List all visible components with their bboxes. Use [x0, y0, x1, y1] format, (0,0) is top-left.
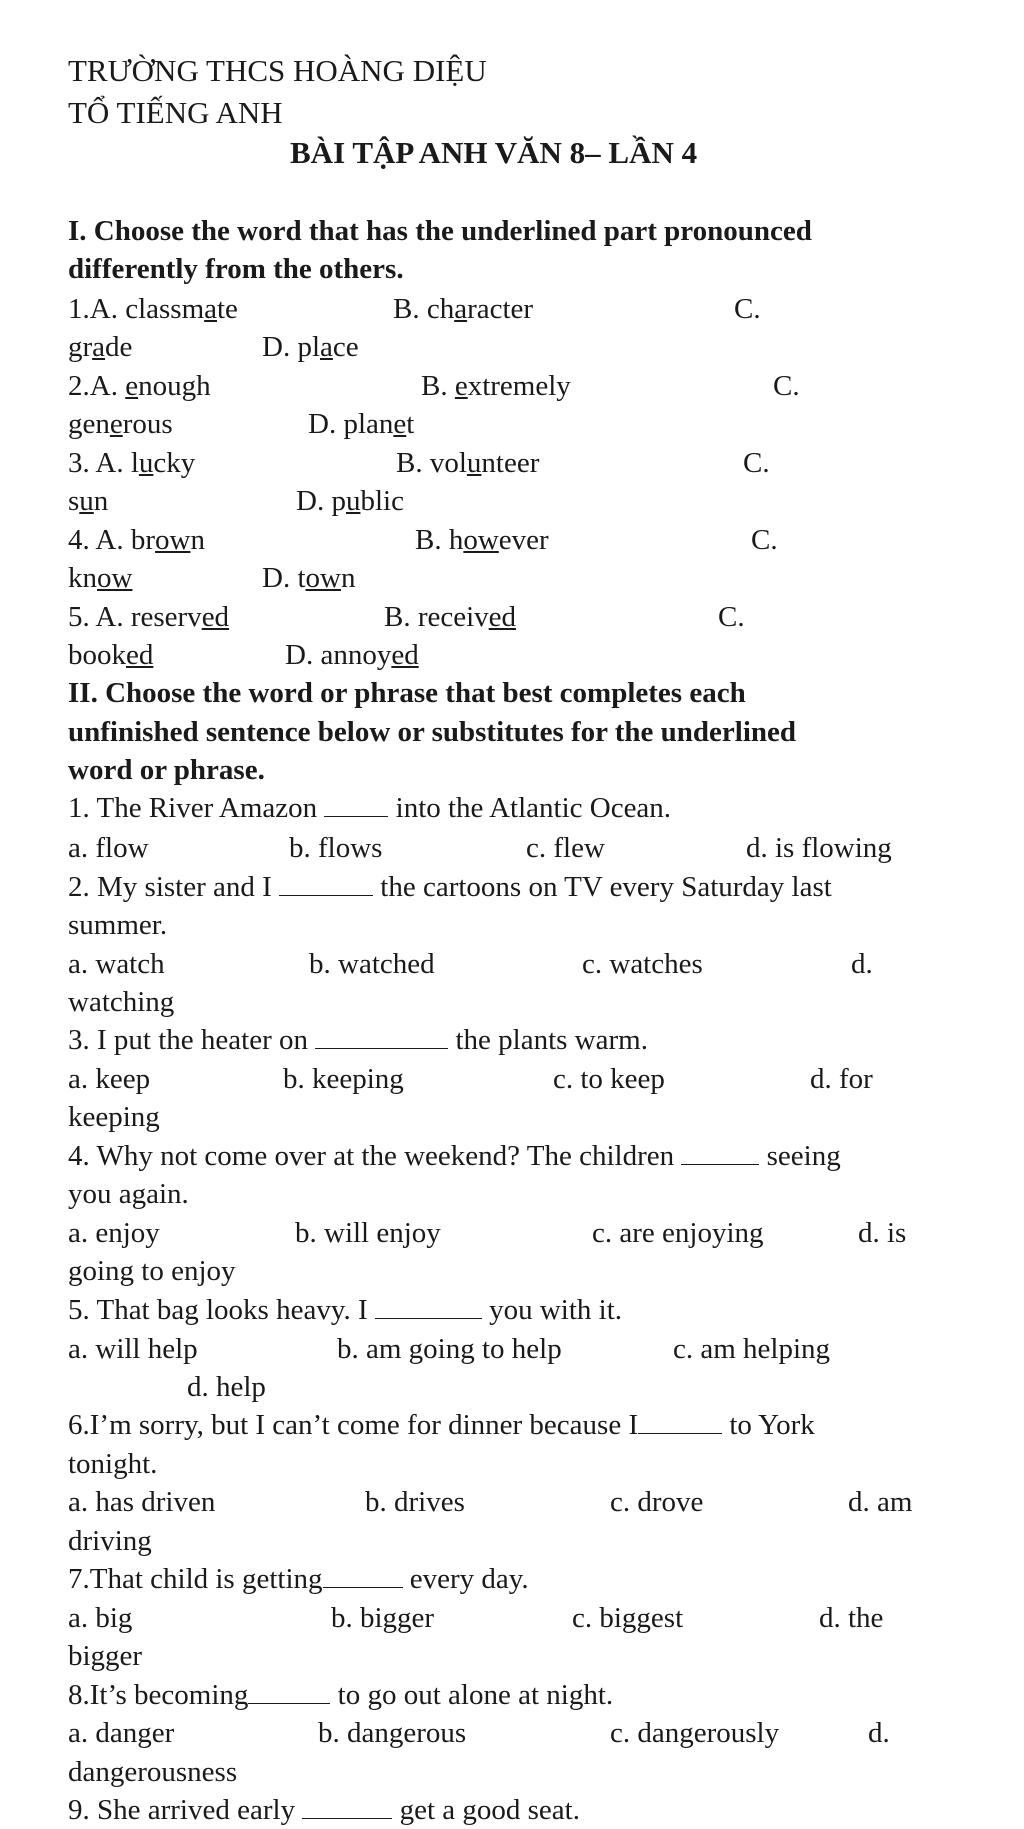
- s1-q3-option-d: D. public: [296, 485, 404, 517]
- s2-q1-option-a: a. flow: [68, 832, 149, 864]
- s2-q2-option-a: a. watch: [68, 948, 165, 980]
- s1-q4-option-a: 4. A. brown: [68, 524, 205, 556]
- school-name: TRƯỜNG THCS HOÀNG DIỆU: [68, 53, 487, 88]
- s2-q8-option-d-cont: dangerousness: [68, 1756, 238, 1788]
- s2-q2-option-b: b. watched: [309, 948, 435, 980]
- s2-q7-option-d-cont: bigger: [68, 1640, 143, 1672]
- answer-blank: [302, 1796, 392, 1819]
- s2-q4-stem: 4. Why not come over at the weekend? The children seeing: [68, 1140, 841, 1172]
- s2-q4-option-d: d. is: [858, 1217, 907, 1249]
- s2-q4-option-b: b. will enjoy: [295, 1217, 441, 1249]
- s1-q2-option-d: D. planet: [308, 408, 415, 440]
- s1-q3-option-c: sun: [68, 485, 109, 517]
- s2-q6-option-c: c. drove: [610, 1486, 704, 1518]
- answer-blank: [323, 1565, 403, 1588]
- s1-q3-option-b: B. volunteer: [396, 447, 540, 479]
- s1-q5-option-b: B. received: [384, 601, 517, 633]
- answer-blank: [279, 873, 373, 896]
- s2-q7-stem: 7.That child is getting every day.: [68, 1563, 529, 1595]
- s2-q5-option-d: d. help: [187, 1371, 266, 1403]
- s1-q2-option-a: 2.A. enough: [68, 370, 211, 402]
- s2-q4-option-c: c. are enjoying: [592, 1217, 764, 1249]
- s2-q4-stem-cont: you again.: [68, 1178, 189, 1210]
- s2-q2-stem-cont: summer.: [68, 909, 168, 941]
- s2-q6-option-d: d. am: [848, 1486, 913, 1518]
- s2-q8-stem: 8.It’s becoming to go out alone at night.: [68, 1679, 614, 1711]
- s2-q2-option-d: d.: [851, 948, 873, 980]
- s1-q4-option-c-label: C.: [751, 524, 778, 556]
- s2-q4-option-a: a. enjoy: [68, 1217, 160, 1249]
- answer-blank: [248, 1681, 330, 1704]
- s2-q3-option-d-cont: keeping: [68, 1101, 160, 1133]
- s2-q7-option-d: d. the: [819, 1602, 884, 1634]
- s1-q3-option-a: 3. A. lucky: [68, 447, 196, 479]
- answer-blank: [638, 1411, 722, 1434]
- s1-q1-option-c-label: C.: [734, 293, 761, 325]
- s2-q1-option-d: d. is flowing: [746, 832, 892, 864]
- s2-q6-option-b: b. drives: [365, 1486, 465, 1518]
- s1-q1-option-b: B. character: [393, 293, 534, 325]
- department-name: TỔ TIẾNG ANH: [68, 95, 283, 130]
- s2-q9-stem: 9. She arrived early get a good seat.: [68, 1794, 580, 1826]
- s2-q5-stem: 5. That bag looks heavy. I you with it.: [68, 1294, 623, 1326]
- s2-q8-option-d: d.: [868, 1717, 890, 1749]
- s2-q2-option-c: c. watches: [582, 948, 703, 980]
- s2-q5-option-a: a. will help: [68, 1333, 198, 1365]
- s1-q2-option-c: generous: [68, 408, 173, 440]
- s1-q2-option-b: B. extremely: [421, 370, 571, 402]
- section2-heading-line2: unfinished sentence below or substitutes for the underlined: [68, 716, 797, 748]
- s2-q8-option-c: c. dangerously: [610, 1717, 780, 1749]
- s1-q1-option-d: D. place: [262, 331, 359, 363]
- answer-blank: [375, 1296, 482, 1319]
- s2-q3-option-c: c. to keep: [553, 1063, 665, 1095]
- s2-q3-stem: 3. I put the heater on the plants warm.: [68, 1024, 648, 1056]
- s1-q1-option-a: 1.A. classmate: [68, 293, 238, 325]
- s2-q3-option-a: a. keep: [68, 1063, 151, 1095]
- s2-q3-option-d: d. for: [810, 1063, 873, 1095]
- s2-q4-option-d-cont: going to enjoy: [68, 1255, 236, 1287]
- s2-q5-option-b: b. am going to help: [337, 1333, 562, 1365]
- s1-q1-option-c: grade: [68, 331, 133, 363]
- s1-q5-option-d: D. annoyed: [285, 639, 419, 671]
- s2-q6-stem-cont: tonight.: [68, 1448, 158, 1480]
- answer-blank: [681, 1142, 759, 1165]
- answer-blank: [315, 1026, 448, 1049]
- s2-q7-option-a: a. big: [68, 1602, 133, 1634]
- s1-q5-option-c: booked: [68, 639, 154, 671]
- s2-q1-option-b: b. flows: [289, 832, 383, 864]
- s2-q6-option-a: a. has driven: [68, 1486, 216, 1518]
- section2-heading-line1: II. Choose the word or phrase that best completes each: [68, 677, 746, 709]
- s1-q3-option-c-label: C.: [743, 447, 770, 479]
- section2-heading-line3: word or phrase.: [68, 754, 265, 786]
- s2-q8-option-a: a. danger: [68, 1717, 175, 1749]
- s2-q1-option-c: c. flew: [526, 832, 605, 864]
- s2-q2-stem: 2. My sister and I the cartoons on TV every Saturday last: [68, 871, 832, 903]
- section1-heading-line1: I. Choose the word that has the underlined part pronounced: [68, 215, 812, 247]
- s1-q4-option-d: D. town: [262, 562, 356, 594]
- s2-q6-option-d-cont: driving: [68, 1525, 152, 1557]
- s2-q2-option-d-cont: watching: [68, 986, 175, 1018]
- s2-q8-option-b: b. dangerous: [318, 1717, 467, 1749]
- s1-q5-option-a: 5. A. reserved: [68, 601, 230, 633]
- s2-q1-stem: 1. The River Amazon into the Atlantic Ocean.: [68, 792, 672, 824]
- section1-heading-line2: differently from the others.: [68, 253, 404, 285]
- s1-q2-option-c-label: C.: [773, 370, 800, 402]
- s1-q4-option-c: know: [68, 562, 133, 594]
- s1-q4-option-b: B. however: [415, 524, 549, 556]
- answer-blank: [324, 794, 388, 817]
- s2-q7-option-b: b. bigger: [331, 1602, 435, 1634]
- s2-q6-stem: 6.I’m sorry, but I can’t come for dinner because I to York: [68, 1409, 815, 1441]
- s2-q7-option-c: c. biggest: [572, 1602, 684, 1634]
- worksheet-title: BÀI TẬP ANH VĂN 8– LẦN 4: [290, 135, 698, 170]
- s2-q5-option-c: c. am helping: [673, 1333, 831, 1365]
- s2-q3-option-b: b. keeping: [283, 1063, 404, 1095]
- s1-q5-option-c-label: C.: [718, 601, 745, 633]
